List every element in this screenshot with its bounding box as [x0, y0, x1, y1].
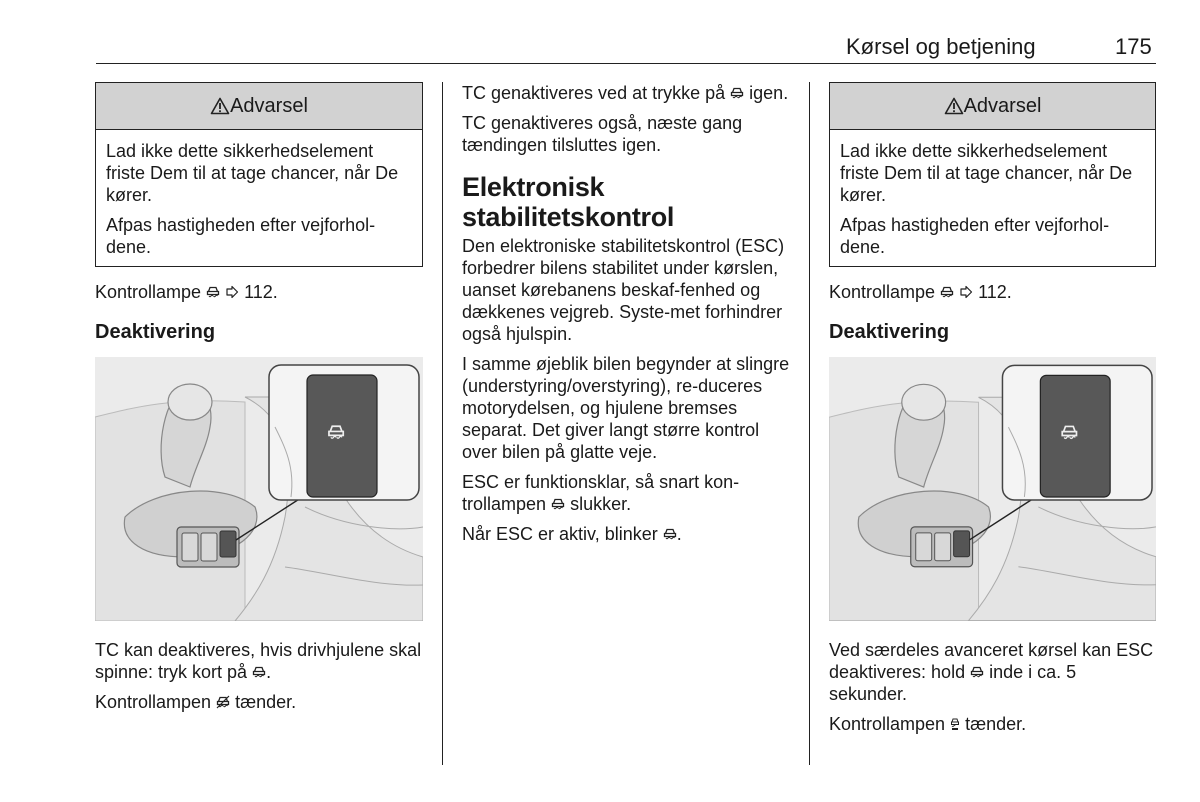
esc-ready-post: slukker. — [570, 494, 632, 514]
section-subheading: Deaktivering — [829, 321, 950, 343]
esc-deactivation-post: inde i ca. 5 sekunder. — [829, 662, 1077, 704]
warning-text: Lad ikke dette sikkerhedselement friste Dem til at tage chancer, når De kører. — [840, 141, 1133, 205]
traction-control-icon — [663, 527, 677, 541]
punctuation: . — [266, 662, 272, 682]
center-console-illustration — [829, 357, 1156, 621]
warning-box — [829, 82, 1156, 267]
indicator-text — [95, 691, 423, 713]
column-divider — [442, 82, 443, 765]
traction-control-icon — [551, 497, 565, 511]
page-reference-arrow-icon — [959, 285, 973, 299]
traction-control-icon — [940, 285, 954, 299]
page-reference: 112. — [978, 282, 1012, 302]
warning-title: Advarsel — [963, 94, 1042, 117]
warning-header — [830, 83, 1155, 130]
warning-text: Afpas hastigheden efter vejforhol-dene. — [106, 215, 376, 257]
traction-control-icon — [730, 86, 744, 100]
esc-active-text — [462, 523, 792, 545]
esc-off-icon — [950, 717, 960, 731]
indicator-text — [829, 713, 1156, 735]
esc-description: Den elektroniske stabilitetskontrol (ESC) forbedrer bilens stabilitet under kørslen, uanset kørebanens beskaf-fenhed og dækkenes vejgreb. Syste-met forhindrer også hjulspin. — [462, 236, 785, 344]
kontrollampe-reference — [829, 281, 1156, 303]
page-number: 175 — [1115, 34, 1152, 59]
esc-operation: I samme øjeblik bilen begynder at slingre (understyring/overstyring), re-duceres motorydelsen, og hjulene bremses separat. Det giver langt større kontrol over bilen på glatte veje. — [462, 354, 790, 462]
column-middle — [462, 82, 792, 545]
traction-control-off-icon — [216, 695, 230, 709]
deactivation-text — [95, 639, 423, 683]
traction-control-icon — [252, 665, 266, 679]
esc-ready-pre: ESC er funktionsklar, så snart kon-trollampen — [462, 472, 740, 514]
warning-box — [95, 82, 423, 267]
kontrol-text: Kontrollampe — [829, 282, 936, 302]
traction-control-icon — [206, 285, 220, 299]
deactivation-text-body: TC kan deaktiveres, hvis drivhjulene skal spinne: tryk kort på — [95, 640, 422, 682]
center-console-illustration — [95, 357, 423, 621]
warning-title: Advarsel — [230, 94, 308, 117]
tc-reactivation-ignition-text: TC genaktiveres også, næste gang tændingen tilsluttes igen. — [462, 113, 743, 155]
column-left — [95, 82, 423, 713]
column-right — [829, 82, 1156, 735]
page-reference: 112. — [244, 282, 278, 302]
column-divider — [809, 82, 810, 765]
section-heading: Elektronisk stabilitetskontrol — [462, 172, 675, 232]
warning-text: Lad ikke dette sikkerhedselement friste Dem til at tage chancer, når De kører. — [106, 141, 399, 205]
kontrollampe-reference — [95, 281, 423, 303]
esc-deactivation-text — [829, 639, 1156, 705]
header-rule — [96, 63, 1156, 64]
warning-header — [96, 83, 422, 130]
indicator-text-post: tænder. — [965, 714, 1027, 734]
esc-deactivation-pre: Ved særdeles avanceret kørsel kan ESC deaktiveres: hold — [829, 640, 1154, 682]
indicator-text-pre: Kontrollampen — [95, 692, 212, 712]
section-subheading: Deaktivering — [95, 321, 216, 343]
kontrol-text: Kontrollampe — [95, 282, 202, 302]
warning-triangle-icon — [210, 97, 230, 115]
esc-ready-text — [462, 471, 792, 515]
tc-reactivation-text — [462, 82, 792, 104]
traction-control-icon — [970, 665, 984, 679]
tc-reactivation-pre: TC genaktiveres ved at trykke på — [462, 83, 726, 103]
warning-text: Afpas hastigheden efter vejforhol-dene. — [840, 215, 1110, 257]
tc-reactivation-post: igen. — [749, 83, 789, 103]
punctuation: . — [676, 524, 682, 544]
indicator-text-post: tænder. — [235, 692, 297, 712]
running-header-title: Kørsel og betjening — [846, 34, 1036, 59]
indicator-text-pre: Kontrollampen — [829, 714, 946, 734]
esc-active-pre: Når ESC er aktiv, blinker — [462, 524, 658, 544]
warning-triangle-icon — [944, 97, 964, 115]
page-reference-arrow-icon — [225, 285, 239, 299]
